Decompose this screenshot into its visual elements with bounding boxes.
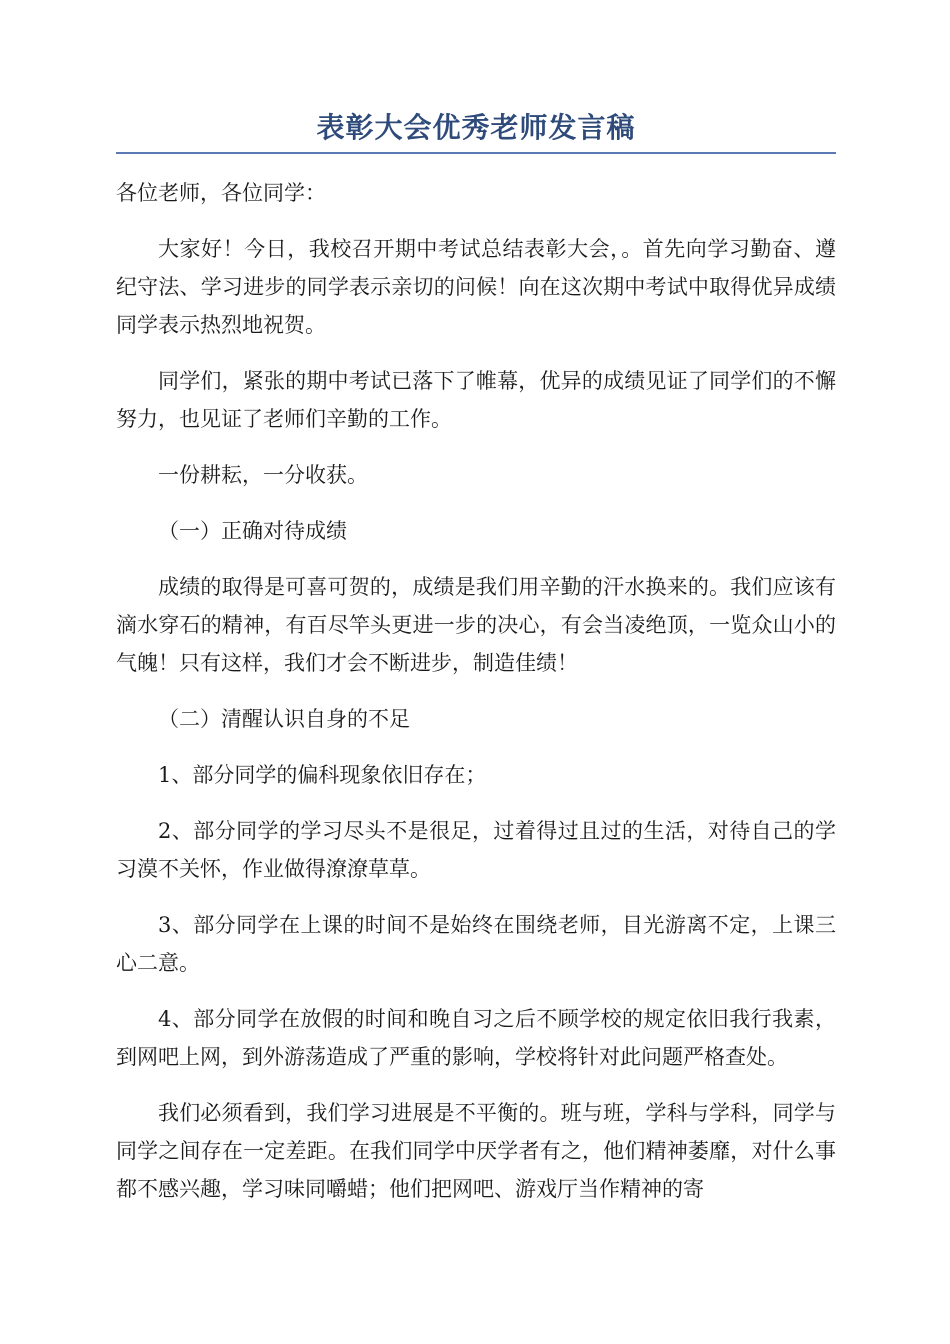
paragraph-harvest: 一份耕耘，一分收获。: [158, 463, 368, 487]
list-item-3: 3、部分同学在上课的时间不是始终在围绕老师，目光游离不定，上课三心二意。: [116, 913, 836, 975]
list-item-1: 1、部分同学的偏科现象依旧存在；: [158, 763, 487, 787]
paragraph-imbalance: 我们必须看到，我们学习进展是不平衡的。班与班，学科与学科，同学与同学之间存在一定差距。在我们同学中厌学者有之，他们精神萎靡，对什么事都不感兴趣，学习味同嚼蜡；他们把网吧、游戏厅当作精神的寄: [116, 1101, 836, 1201]
title-underline: [116, 152, 836, 154]
document-page: [116, 108, 836, 1226]
list-item-2: 2、部分同学的学习尽头不是很足，过着得过且过的生活，对待自己的学习漠不关怀，作业做得潦潦草草。: [116, 819, 836, 881]
paragraph-achievement: 成绩的取得是可喜可贺的，成绩是我们用辛勤的汗水换来的。我们应该有滴水穿石的精神，有百尽竿头更进一步的决心，有会当凌绝顶，一览众山小的气魄！只有这样，我们才会不断进步，制造佳绩！: [116, 575, 836, 675]
list-item-4: 4、部分同学在放假的时间和晚自习之后不顾学校的规定依旧我行我素，到网吧上网，到外游荡造成了严重的影响，学校将针对此问题严格查处。: [116, 1007, 836, 1069]
document-title: 表彰大会优秀老师发言稿: [316, 111, 636, 144]
section-heading-2: （二）清醒认识自身的不足: [158, 707, 410, 731]
paragraph-exam-end: 同学们，紧张的期中考试已落下了帷幕，优异的成绩见证了同学们的不懈努力，也见证了老师们辛勤的工作。: [116, 369, 836, 431]
salutation: 各位老师，各位同学：: [116, 181, 326, 205]
section-heading-1: （一）正确对待成绩: [158, 519, 347, 543]
paragraph-greeting: 大家好！今日，我校召开期中考试总结表彰大会，。首先向学习勤奋、遵纪守法、学习进步的同学表示亲切的问候！向在这次期中考试中取得优异成绩同学表示热烈地祝贺。: [116, 237, 836, 337]
